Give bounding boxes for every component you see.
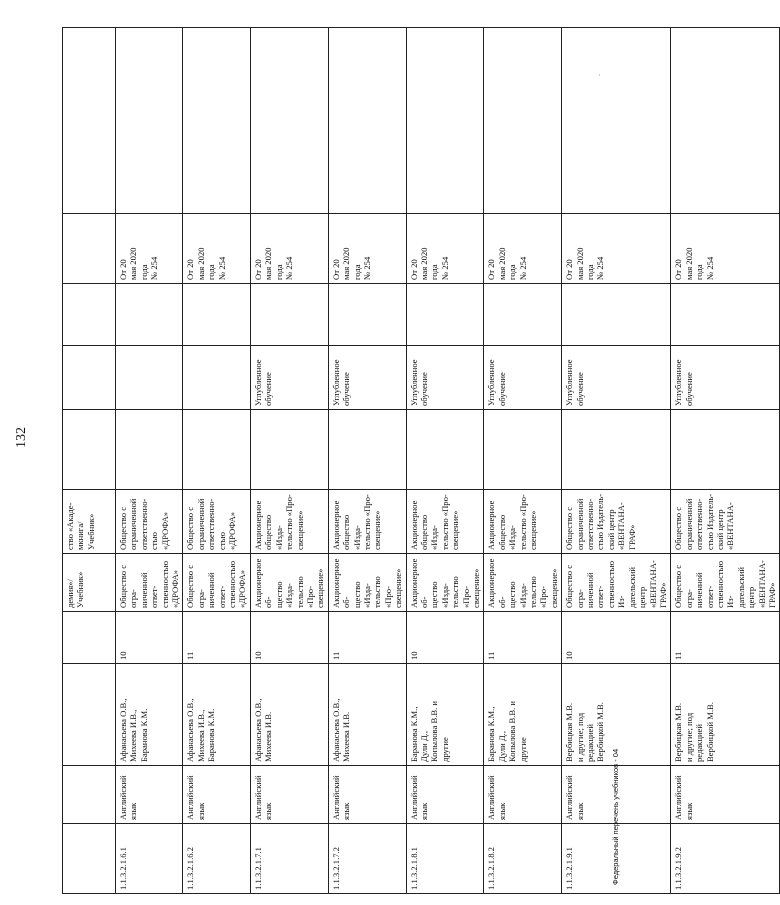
empty-cell bbox=[562, 28, 671, 214]
empty-cell bbox=[328, 410, 406, 490]
subject-cell: Английский язык bbox=[116, 766, 183, 824]
authors-cell: Вербицкая М.В. и другие; под редакцией Вербицкой М.В. bbox=[562, 664, 671, 766]
empty-cell bbox=[484, 28, 562, 214]
empty-cell bbox=[183, 410, 250, 490]
authors-cell: Баранова К.М., Дули Д., Копылова В.В. и другие bbox=[406, 664, 484, 766]
level-cell bbox=[183, 346, 250, 410]
authors-cell: Афанасьева О.В., Михеева И.В. bbox=[250, 664, 328, 766]
continuation-row bbox=[63, 28, 116, 894]
code-cell: 1.1.3.2.1.7.2 bbox=[328, 824, 406, 894]
code-cell: 1.1.3.2.1.8.2 bbox=[484, 824, 562, 894]
grade-cell: 11 bbox=[484, 612, 562, 664]
authors-cell: Вербицкая М.В. и другие; под редакцией Вербицкой М.В. bbox=[671, 664, 780, 766]
code-cell: 1.1.3.2.1.9.2 bbox=[671, 824, 780, 894]
order-cell: От 20 мая 2020 года № 254 bbox=[671, 214, 780, 284]
order-cell: От 20 мая 2020 года № 254 bbox=[328, 214, 406, 284]
level-cell: Углубленное обучение bbox=[328, 346, 406, 410]
rights-holder-cell: Акционерное общество «Изда- тельство «Про- свещение» bbox=[484, 490, 562, 554]
level-cell: Углубленное обучение bbox=[484, 346, 562, 410]
subject-cell: Английский язык bbox=[562, 766, 671, 824]
empty-cell bbox=[406, 410, 484, 490]
level-cell: Углубленное обучение bbox=[250, 346, 328, 410]
table-row bbox=[671, 28, 780, 894]
level-cell: Углубленное обучение bbox=[562, 346, 671, 410]
publisher-cell: Акционерное об- щество «Изда- тельство «Про- свещение» bbox=[328, 554, 406, 612]
publisher-cell: Общество с огра- ниченной ответ- ственностью «ДРОФА» bbox=[183, 554, 250, 612]
authors-cell: Баранова К.М., Дули Д., Копылова В.В. и другие bbox=[484, 664, 562, 766]
level-cell bbox=[116, 346, 183, 410]
empty-cell bbox=[671, 284, 780, 346]
empty-cell bbox=[183, 284, 250, 346]
order-cell: От 20 мая 2020 года № 254 bbox=[116, 214, 183, 284]
subject-cell: Английский язык bbox=[671, 766, 780, 824]
code-cell: 1.1.3.2.1.6.2 bbox=[183, 824, 250, 894]
grade-cell: 10 bbox=[562, 612, 671, 664]
publisher-cell: Общество с огра- ниченной ответ- ственностью Из- дательский центр «ВЕНТАНА- ГРАФ» bbox=[562, 554, 671, 612]
continuation-publisher: демия»/ Учебник» bbox=[63, 554, 116, 612]
code-cell: 1.1.3.2.1.9.1 bbox=[562, 824, 671, 894]
empty-cell bbox=[328, 284, 406, 346]
order-cell: От 20 мая 2020 года № 254 bbox=[250, 214, 328, 284]
publisher-cell: Общество с огра- ниченной ответ- ственностью «ДРОФА» bbox=[116, 554, 183, 612]
order-cell: От 20 мая 2020 года № 254 bbox=[406, 214, 484, 284]
empty-cell bbox=[250, 28, 328, 214]
subject-cell: Английский язык bbox=[328, 766, 406, 824]
empty-cell bbox=[406, 284, 484, 346]
subject-cell: Английский язык bbox=[484, 766, 562, 824]
subject-cell: Английский язык bbox=[183, 766, 250, 824]
empty-cell bbox=[406, 28, 484, 214]
rights-holder-cell: Общество с ограниченной ответственно- стью Издатель- ский центр «ВЕНТАНА- bbox=[671, 490, 780, 554]
publisher-cell: Акционерное об- щество «Изда- тельство «Про- свещение» bbox=[406, 554, 484, 612]
textbook-list-table bbox=[62, 27, 780, 894]
order-cell: От 20 мая 2020 года № 254 bbox=[562, 214, 671, 284]
empty-cell bbox=[562, 284, 671, 346]
rights-holder-cell: Акционерное общество «Изда- тельство «Про- свещение» bbox=[406, 490, 484, 554]
grade-cell: 11 bbox=[328, 612, 406, 664]
authors-cell: Афанасьева О.В., Михеева И.В., Баранова К.М. bbox=[116, 664, 183, 766]
table-row bbox=[484, 28, 562, 894]
level-cell: Углубленное обучение bbox=[406, 346, 484, 410]
publisher-cell: Акционерное об- щество «Изда- тельство «Про- свещение» bbox=[484, 554, 562, 612]
code-cell: 1.1.3.2.1.8.1 bbox=[406, 824, 484, 894]
subject-cell: Английский язык bbox=[250, 766, 328, 824]
grade-cell: 11 bbox=[671, 612, 780, 664]
empty-cell bbox=[250, 410, 328, 490]
empty-cell bbox=[116, 284, 183, 346]
authors-cell: Афанасьева О.В., Михеева И.В., Баранова К.М. bbox=[183, 664, 250, 766]
empty-cell bbox=[183, 28, 250, 214]
table-row bbox=[183, 28, 250, 894]
code-cell: 1.1.3.2.1.7.1 bbox=[250, 824, 328, 894]
table-row bbox=[328, 28, 406, 894]
empty-cell bbox=[484, 284, 562, 346]
subject-cell: Английский язык bbox=[406, 766, 484, 824]
grade-cell: 10 bbox=[406, 612, 484, 664]
grade-cell: 10 bbox=[116, 612, 183, 664]
empty-cell bbox=[484, 410, 562, 490]
empty-cell bbox=[671, 28, 780, 214]
code-cell: 1.1.3.2.1.6.1 bbox=[116, 824, 183, 894]
footer-text: Федеральный перечень учебников - 04 bbox=[611, 748, 620, 885]
rights-holder-cell: Акционерное общество «Изда- тельство «Про- свещение» bbox=[328, 490, 406, 554]
authors-cell: Афанасьева О.В., Михеева И.В. bbox=[328, 664, 406, 766]
empty-cell bbox=[250, 284, 328, 346]
order-cell: От 20 мая 2020 года № 254 bbox=[183, 214, 250, 284]
rights-holder-cell: Акционерное общество «Изда- тельство «Про- свещение» bbox=[250, 490, 328, 554]
rights-holder-cell: Общество с ограниченной ответственно- стью «ДРОФА» bbox=[183, 490, 250, 554]
empty-cell bbox=[116, 28, 183, 214]
rights-holder-cell: Общество с ограниченной ответственно- стью «ДРОФА» bbox=[116, 490, 183, 554]
order-cell: От 20 мая 2020 года № 254 bbox=[484, 214, 562, 284]
page-number: 132 bbox=[14, 427, 29, 448]
empty-cell bbox=[562, 410, 671, 490]
grade-cell: 10 bbox=[250, 612, 328, 664]
table-row bbox=[250, 28, 328, 894]
table-row bbox=[406, 28, 484, 894]
empty-cell bbox=[328, 28, 406, 214]
grade-cell: 11 bbox=[183, 612, 250, 664]
table-row bbox=[116, 28, 183, 894]
empty-cell bbox=[671, 410, 780, 490]
empty-cell bbox=[116, 410, 183, 490]
publisher-cell: Общество с огра- ниченной ответ- ственностью Из- дательский центр «ВЕНТАНА- ГРАФ» bbox=[671, 554, 780, 612]
publisher-cell: Акционерное об- щество «Изда- тельство «Про- свещение» bbox=[250, 554, 328, 612]
scan-speck: · bbox=[598, 70, 601, 80]
continuation-rights: ство «Акаде- мкнига/ Учебник» bbox=[63, 490, 116, 554]
level-cell: Углубленное обучение bbox=[671, 346, 780, 410]
rights-holder-cell: Общество с ограниченной ответственно- стью Издатель- ский центр «ВЕНТАНА- ГРАФ» bbox=[562, 490, 671, 554]
